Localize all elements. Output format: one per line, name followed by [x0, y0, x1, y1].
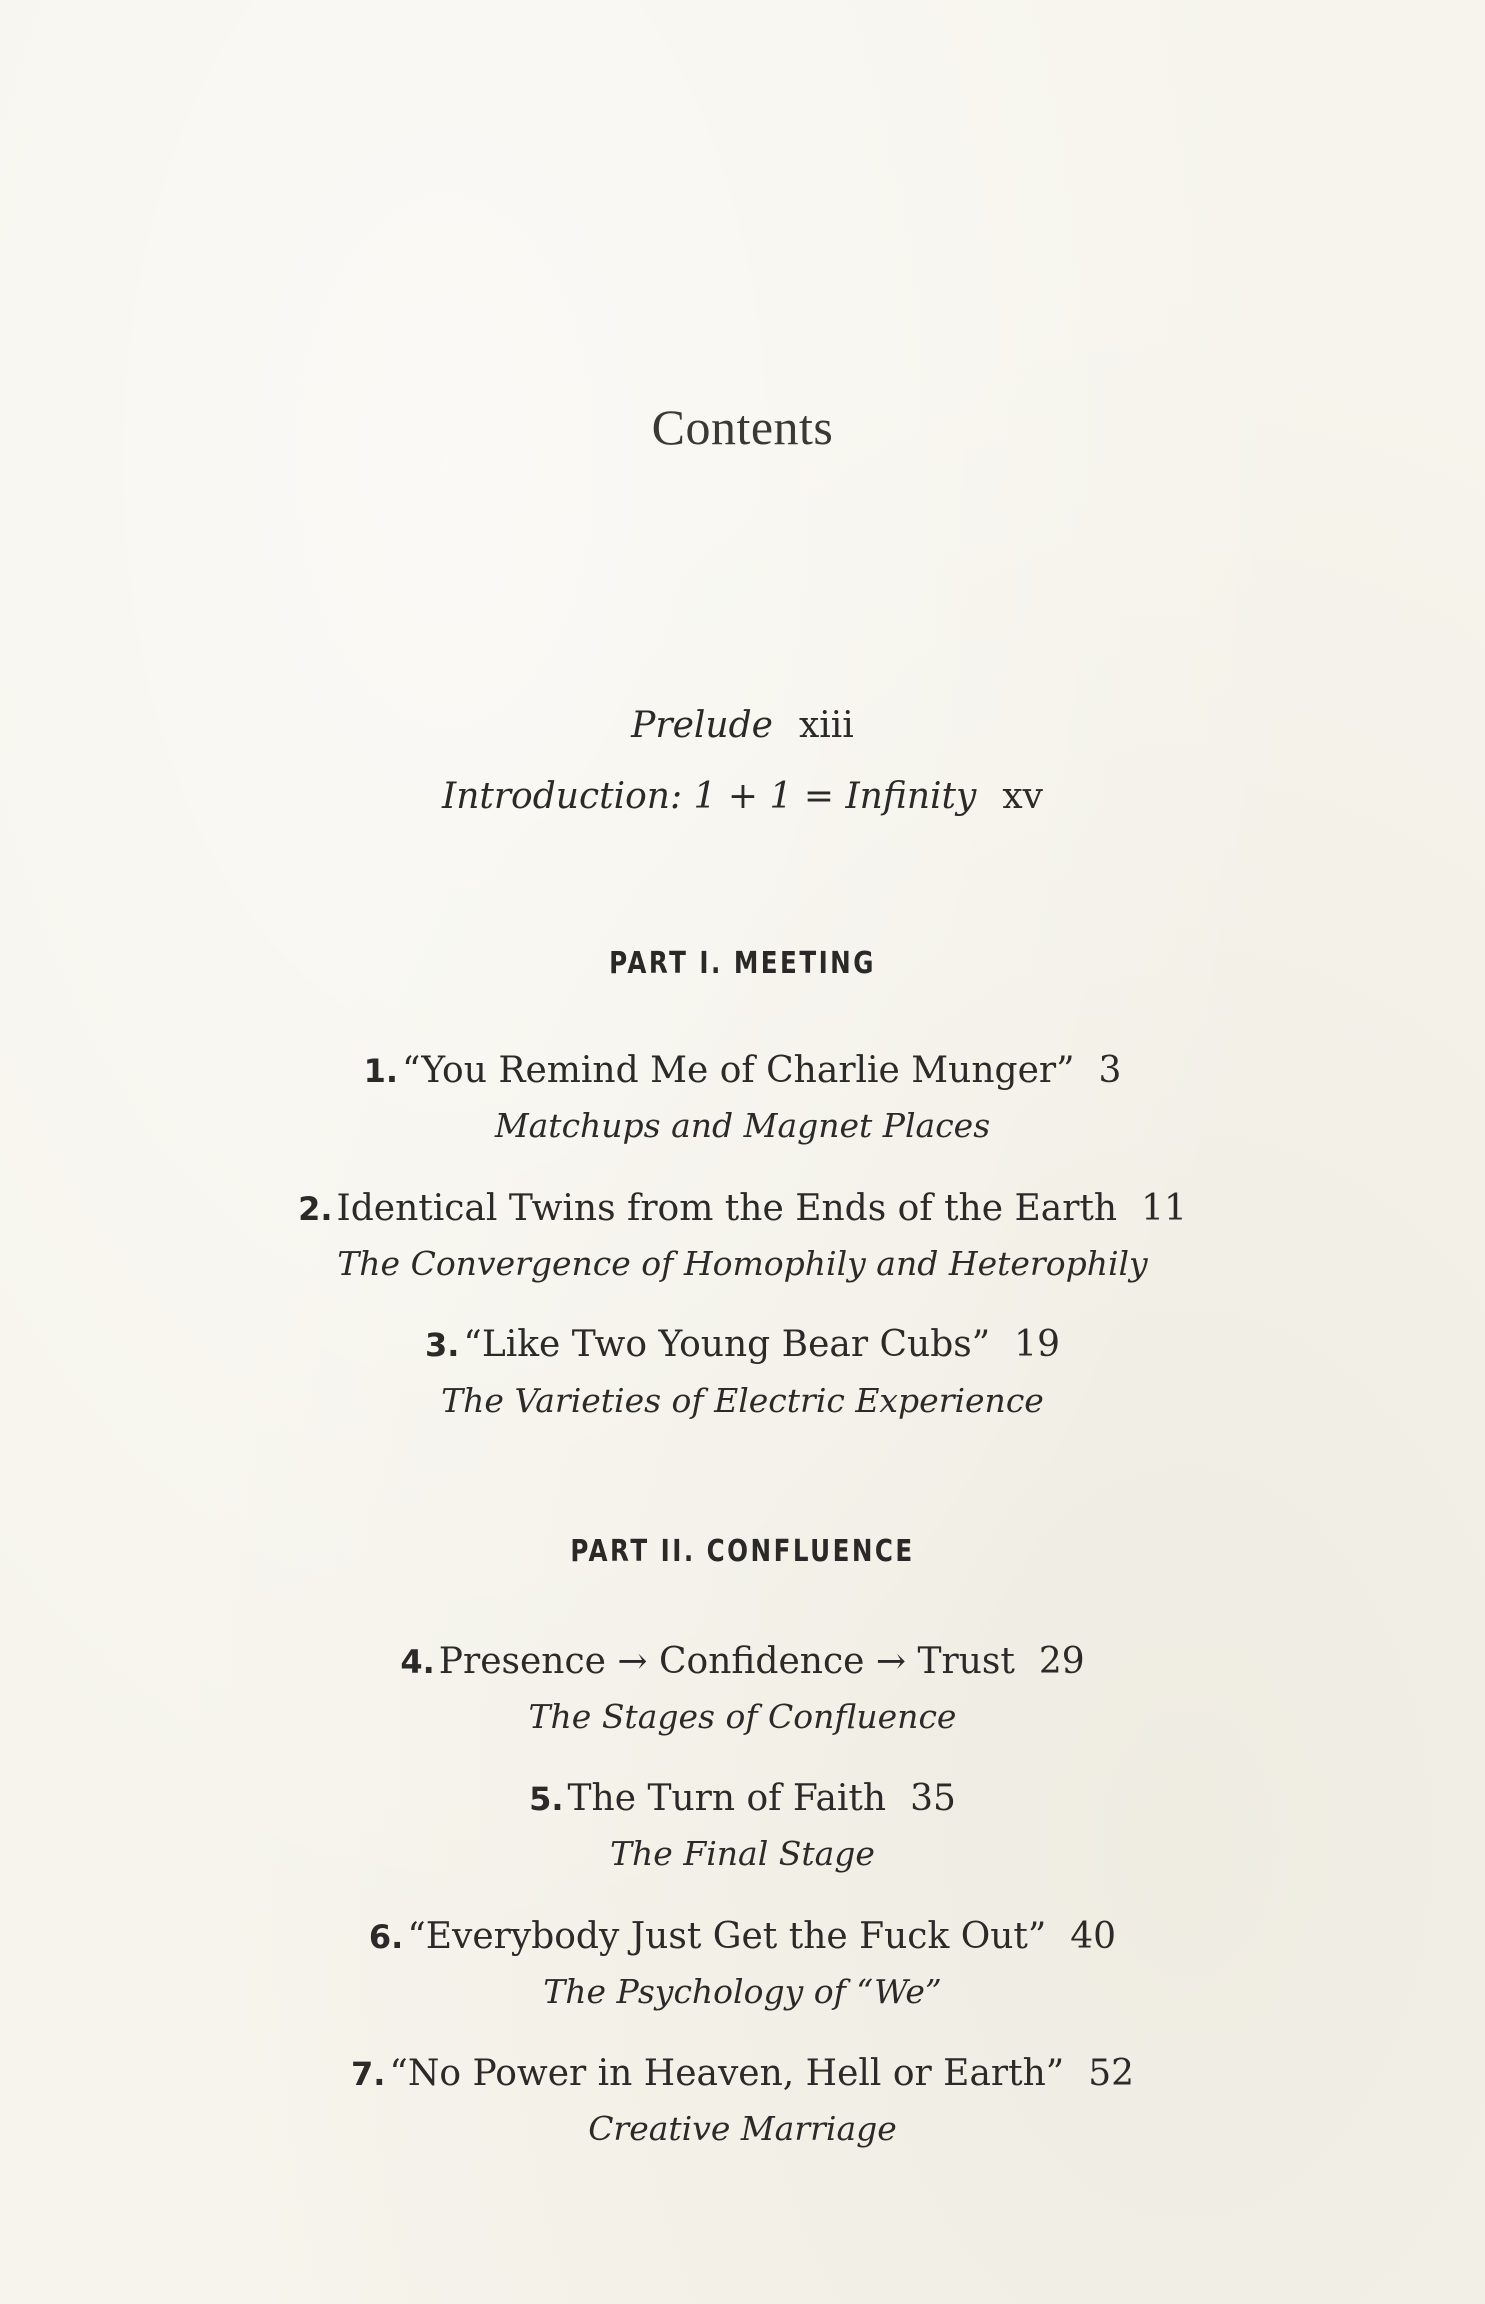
page-title: Contents: [651, 399, 834, 455]
chapter-subtitle: The Final Stage: [610, 1834, 875, 1873]
chapter-title-line: [0, 1916, 1485, 1957]
chapter-title-line: [0, 1778, 1485, 1819]
chapter-title: “No Power in Heaven, Hell or Earth”: [389, 2053, 1065, 2094]
chapter-title: The Turn of Faith: [567, 1778, 887, 1819]
chapter-subtitle: The Psychology of “We”: [543, 1972, 942, 2011]
chapter-number: 4.: [400, 1643, 435, 1681]
chapter-page: 29: [1038, 1641, 1085, 1682]
chapter-title: “You Remind Me of Charlie Munger”: [402, 1050, 1075, 1091]
chapter-title-line: [0, 2053, 1485, 2094]
chapter-title: Identical Twins from the Ends of the Earth: [336, 1188, 1118, 1229]
chapter-title: “Like Two Young Bear Cubs”: [463, 1324, 991, 1365]
chapter-subtitle: Creative Marriage: [588, 2109, 897, 2148]
chapter-subtitle: The Varieties of Electric Experience: [441, 1381, 1044, 1420]
chapter-number: 7.: [351, 2055, 386, 2093]
toc-entry-introduction: [0, 776, 1485, 817]
chapter-page: 52: [1088, 2053, 1134, 2094]
chapter-number: 3.: [425, 1326, 460, 1364]
chapter-page: 40: [1070, 1916, 1117, 1957]
chapter-number: 1.: [363, 1052, 398, 1090]
chapter-subtitle: Matchups and Magnet Places: [494, 1106, 991, 1145]
chapter-number: 6.: [368, 1918, 404, 1956]
chapter-title-line: [0, 1188, 1485, 1229]
chapter-page: 35: [910, 1778, 956, 1819]
chapter-subtitle: The Stages of Confluence: [528, 1697, 957, 1736]
entry-title: Introduction: 1 + 1 = Infinity: [441, 776, 977, 817]
chapter-title-line: [0, 1641, 1485, 1682]
chapter-page: 11: [1141, 1188, 1187, 1229]
chapter-subtitle: The Convergence of Homophily and Heterophily: [337, 1244, 1148, 1283]
chapter-title: “Everybody Just Get the Fuck Out”: [407, 1916, 1047, 1957]
entry-page: xiii: [798, 705, 854, 746]
part-heading: PART II. CONFLUENCE: [570, 1534, 915, 1569]
chapter-title: Presence → Confidence → Trust: [438, 1641, 1015, 1682]
entry-page: xv: [1002, 776, 1044, 817]
part-heading: PART I. MEETING: [609, 946, 876, 981]
chapter-title-line: [0, 1324, 1485, 1365]
chapter-number: 5.: [529, 1780, 564, 1818]
toc-entry-prelude: [0, 705, 1485, 746]
chapter-page: 3: [1098, 1050, 1122, 1091]
chapter-page: 19: [1014, 1324, 1060, 1365]
chapter-number: 2.: [298, 1190, 333, 1228]
chapter-title-line: [0, 1050, 1485, 1091]
entry-title: Prelude: [631, 705, 773, 746]
